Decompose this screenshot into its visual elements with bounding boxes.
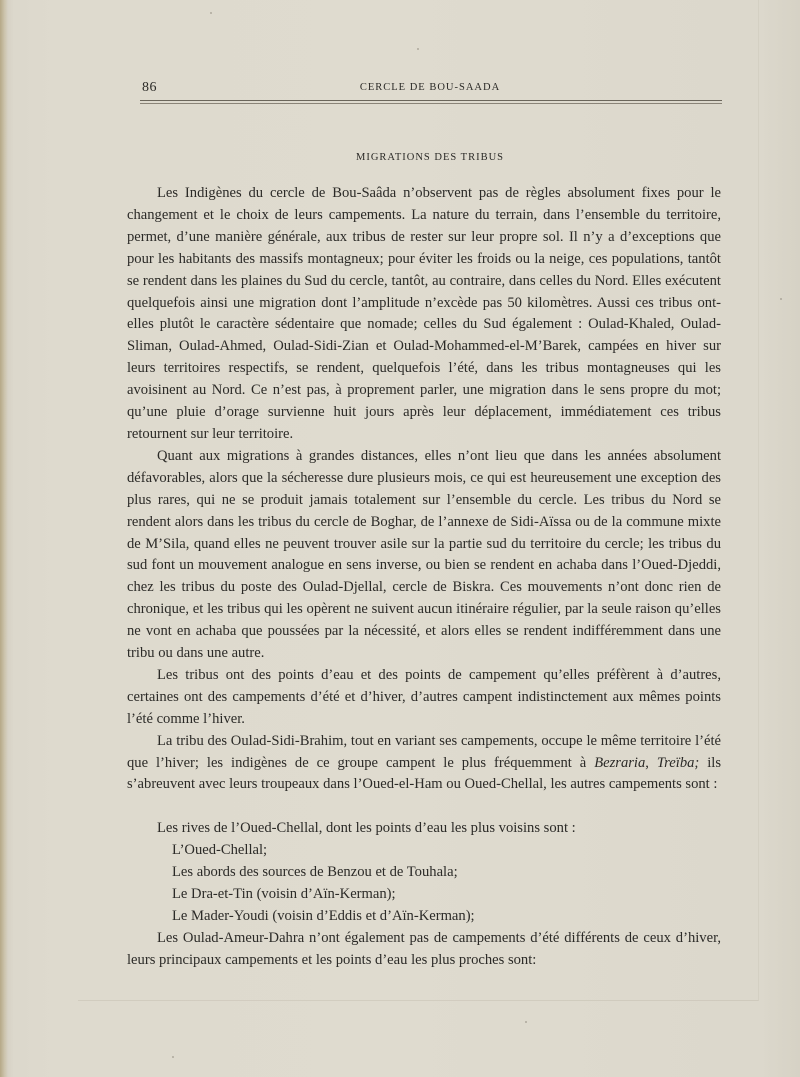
header-rule [140, 100, 722, 101]
paragraph-oulad-sidi-brahim [127, 731, 721, 797]
running-head: CERCLE DE BOU-SAADA [359, 82, 501, 93]
campement-list [127, 818, 721, 928]
paper-speck [780, 298, 782, 300]
list-intro: Les rives de l’Oued-Chellal, dont les points d’eau les plus voisins sont : [157, 820, 576, 837]
section-title: MIGRATIONS DES TRIBUS [356, 152, 504, 163]
header-rule-secondary [140, 103, 722, 104]
paragraph-text: La tribu des Oulad-Sidi-Brahim, tout en variant ses campements, occupe le même territoire l’été que l’hiver; les indigènes de ce groupe campent le plus fréquemment à [127, 732, 721, 771]
list-item: Le Dra-et-Tin (voisin d’Aïn-Kerman); [172, 886, 396, 903]
page-header [140, 80, 720, 100]
body-text [127, 183, 721, 972]
paper-speck [417, 48, 419, 50]
list-item: L’Oued-Chellal; [172, 842, 268, 859]
paper-speck [172, 1056, 174, 1058]
page-number: 86 [142, 80, 157, 95]
page-binding-edge [0, 0, 8, 1077]
paragraph: Les tribus ont des points d’eau et des points de campement qu’elles préfèrent à d’autres, certaines ont des campements d’été et d’hiver, d’autres campent indistinctement aux mêmes points l’été comme l’hiver. [127, 666, 721, 727]
place-name: Treïba; [656, 754, 700, 771]
paragraph: Quant aux migrations à grandes distances, elles n’ont lieu que dans les années absolument défavorables, alors que la sécheresse dure plusieurs mois, ce qui est heureusement une exception des plus rares, qui ne se produit jamais totalement sur l’ensemble du cercle. Les tribus du Nord se rendent alors dans les tribus du cercle de Boghar, de l’annexe de Sidi-Aïssa ou de la commune mixte de M’Sila, quand elles ne peuvent trouver asile sur la partie sud du territoire du cercle; les tribus du sud font un mouvement analogue en sens inverse, ou bien se rendent en achaba dans l’Oued-Djeddi, chez les tribus du poste des Oulad-Djellal, cercle de Biskra. Ces mouvements n’ont donc rien de chronique, et les tribus qui les opèrent ne suivent aucun itinéraire régulier, par la seule raison qu’elles ne vont en achaba que poussées par la nécessité, et alors elles se rendent indifféremment dans une tribu ou dans une autre. [127, 447, 721, 662]
paper-speck [210, 12, 212, 14]
list-item: Les abords des sources de Benzou et de Touhala; [172, 864, 458, 881]
separator: , [645, 754, 657, 771]
paragraph: Les Indigènes du cercle de Bou-Saâda n’observent pas de règles absolument fixes pour le changement et le choix de leurs campements. La nature du terrain, dans l’ensemble du territoire, permet, d’une manière générale, aux tribus de rester sur leur propre sol. Il n’y a d’exceptions que pour les habitants des massifs montagneux; pour éviter les froids ou la neige, ces populations, tantôt se rendent dans les plaines du Sud du cercle, tantôt, au contraire, dans celles du Nord. Elles exécutent quelquefois ainsi une migration dont l’amplitude n’excède pas 50 kilomètres. Aussi ces tribus ont-elles plutôt le caractère sédentaire que nomade; celles du Sud également : Oulad-Khaled, Oulad-Sliman, Oulad-Ahmed, Oulad-Sidi-Zian et Oulad-Mohammed-el-M’Barek, campées en hiver sur leurs territoires respectifs, se rendent, quelquefois l’été, dans les tribus montagneuses qui les avoisinent au Nord. Ce n’est pas, à proprement parler, une migration dans le sens propre du mot; qu’une pluie d’orage survienne huit jours après leur déplacement, immédiatement ces tribus retournent sur leur territoire. [127, 185, 721, 442]
closing-paragraph: Les Oulad-Ameur-Dahra n’ont également pas de campements d’été différents de ceux d’hiver, leurs principaux campements et les points d’eau les plus proches sont: [127, 929, 721, 968]
list-item: Le Mader-Youdi (voisin d’Eddis et d’Aïn-Kerman); [172, 908, 475, 924]
paper-speck [525, 1021, 527, 1023]
place-name: Bezraria [594, 754, 646, 771]
paragraph-text: ils s’abreuvent avec leurs troupeaux dans l’Oued-el-Ham ou Oued-Chellal, les autres campements sont : [127, 754, 722, 793]
